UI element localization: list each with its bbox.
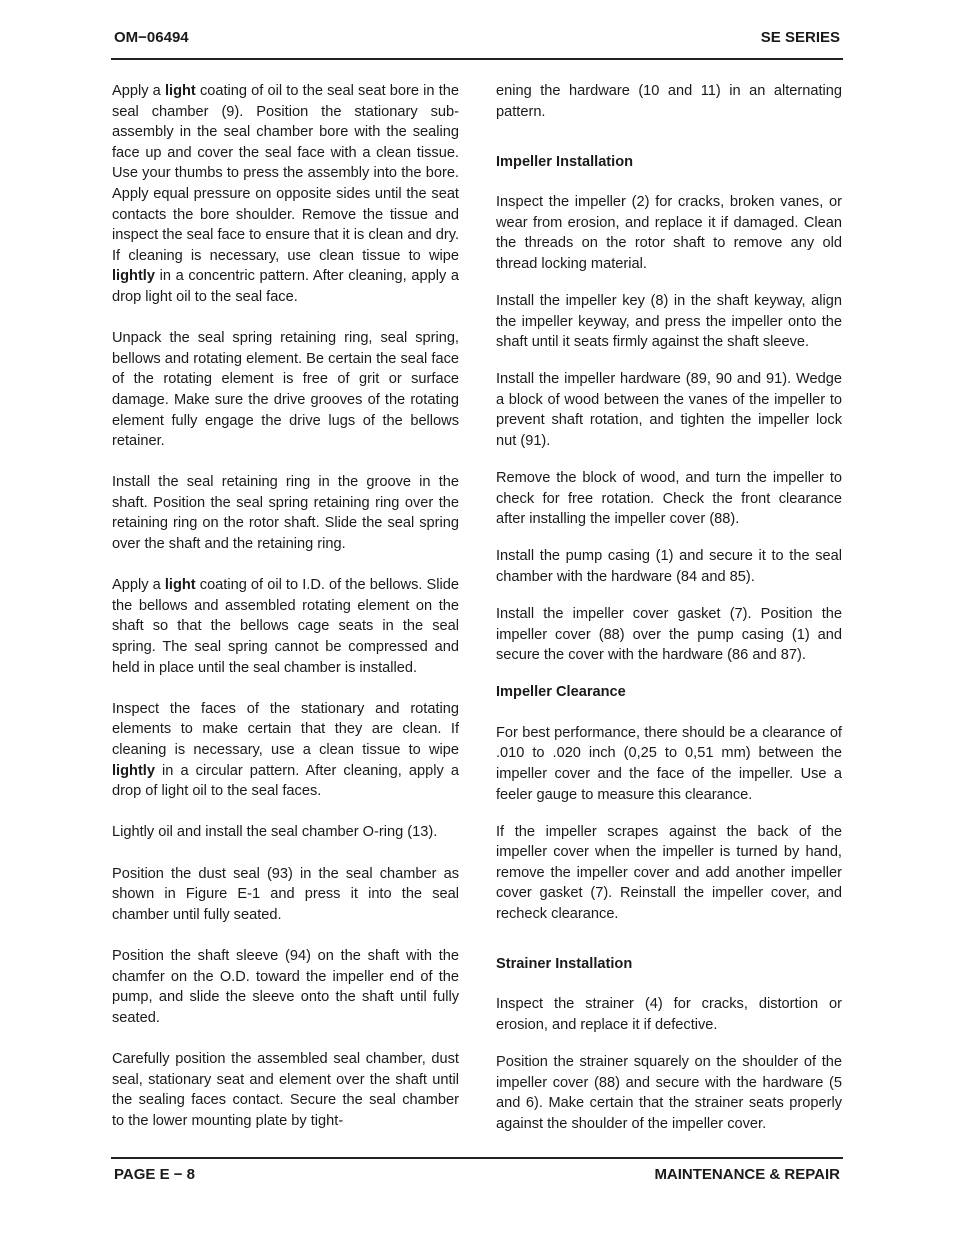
header-rule: [111, 58, 843, 60]
paragraph: Install the pump casing (1) and secure it to the seal chamber with the hardware (84 and 85).: [496, 548, 842, 585]
paragraph: Install the seal retaining ring in the groove in the shaft. Position the seal spring retaining ring over the retaining ring on the rotor shaft. Slide the seal spring over the shaft and the retaining ring.: [112, 474, 459, 553]
paragraph: Apply a light coating of oil to I.D. of the bellows. Slide the bellows and assembled rotating element on the shaft so that the bellows cage seats in the seal spring. The seal spring cannot be compressed and held in place until the seal chamber is installed.: [112, 577, 459, 676]
series-title: SE SERIES: [760, 29, 840, 46]
paragraph: Lightly oil and install the seal chamber O-ring (13).: [112, 824, 438, 841]
paragraph: Carefully position the assembled seal chamber, dust seal, stationary seat and element over the shaft until the sealing faces contact. Secure the seal chamber to the lower mounting plate by tight-: [112, 1050, 459, 1129]
paragraph: Unpack the seal spring retaining ring, seal spring, bellows and rotating element. Be certain the seal face of the rotating element is free of grit or surface damage. Make sure the drive grooves of the rotating element fully engage the drive lugs of the bellows retainer.: [112, 330, 459, 450]
paragraph: Inspect the faces of the stationary and rotating elements to make certain that they are clean. If cleaning is necessary, use a clean tissue to wipe lightly in a circular pattern. After cleaning, apply a drop of light oil to the seal faces.: [112, 700, 459, 800]
section-name: MAINTENANCE & REPAIR: [654, 1166, 840, 1183]
paragraph: If the impeller scrapes against the back of the impeller cover when the impeller is turned by hand, remove the impeller cover and add another impeller cover gasket (7). Reinstall the impeller cover, and recheck clearance.: [496, 823, 842, 922]
paragraph: Remove the block of wood, and turn the impeller to check for free rotation. Check the front clearance after installing the impeller cover (88).: [496, 470, 842, 528]
section-heading: Strainer Installation: [496, 956, 633, 973]
section-heading: Impeller Clearance: [496, 684, 626, 701]
paragraph: Install the impeller hardware (89, 90 and 91). Wedge a block of wood between the vanes of the impeller to prevent shaft rotation, and tighten the impeller lock nut (91).: [496, 371, 842, 450]
paragraph: Position the shaft sleeve (94) on the shaft with the chamfer on the O.D. toward the impeller end of the pump, and slide the sleeve onto the shaft until fully seated.: [112, 947, 459, 1026]
doc-number: OM−06494: [114, 29, 189, 46]
paragraph: Install the impeller cover gasket (7). Position the impeller cover (88) over the pump casing (1) and secure the cover with the hardware (86 and 87).: [496, 606, 842, 664]
paragraph: Inspect the strainer (4) for cracks, distortion or erosion, and replace it if defective.: [496, 996, 842, 1034]
left-column: [112, 81, 459, 1152]
paragraph: Install the impeller key (8) in the shaft keyway, align the impeller keyway, and press the impeller onto the shaft until it seats firmly against the shaft sleeve.: [496, 292, 842, 351]
paragraph: Inspect the impeller (2) for cracks, broken vanes, or wear from erosion, and replace it if damaged. Clean the threads on the rotor shaft to remove any old thread locking material.: [496, 194, 842, 272]
footer-rule: [111, 1157, 843, 1159]
paragraph: Apply a light coating of oil to the seal seat bore in the seal chamber (9). Position the stationary sub-assembly in the seal chamber bore with the sealing face up and cover the seal face with a clean tissue. Use your thumbs to press the assembly into the bore. Apply equal pressure on opposite sides until the seat contacts the bore shoulder. Remove the tissue and inspect the seal face to ensure that it is clean and dry. If cleaning is necessary, use clean tissue to wipe lightly in a concentric pattern. After cleaning, apply a drop light oil to the seal face.: [112, 83, 459, 305]
paragraph: Position the strainer squarely on the shoulder of the impeller cover (88) and secure with the hardware (5 and 6). Make certain that the strainer seats properly against the shoulder of the impeller cover.: [496, 1054, 842, 1132]
section-heading: Impeller Installation: [496, 153, 634, 170]
paragraph: ening the hardware (10 and 11) in an alternating pattern.: [496, 83, 842, 120]
paragraph: For best performance, there should be a clearance of .010 to .020 inch (0,25 to 0,51 mm) between the impeller cover and the face of the impeller. Use a feeler gauge to measure this clearance.: [496, 724, 842, 803]
paragraph: Position the dust seal (93) in the seal chamber as shown in Figure E-1 and press it into the seal chamber until fully seated.: [112, 865, 459, 923]
page-number: PAGE E − 8: [114, 1166, 196, 1183]
right-column: [496, 81, 842, 1151]
